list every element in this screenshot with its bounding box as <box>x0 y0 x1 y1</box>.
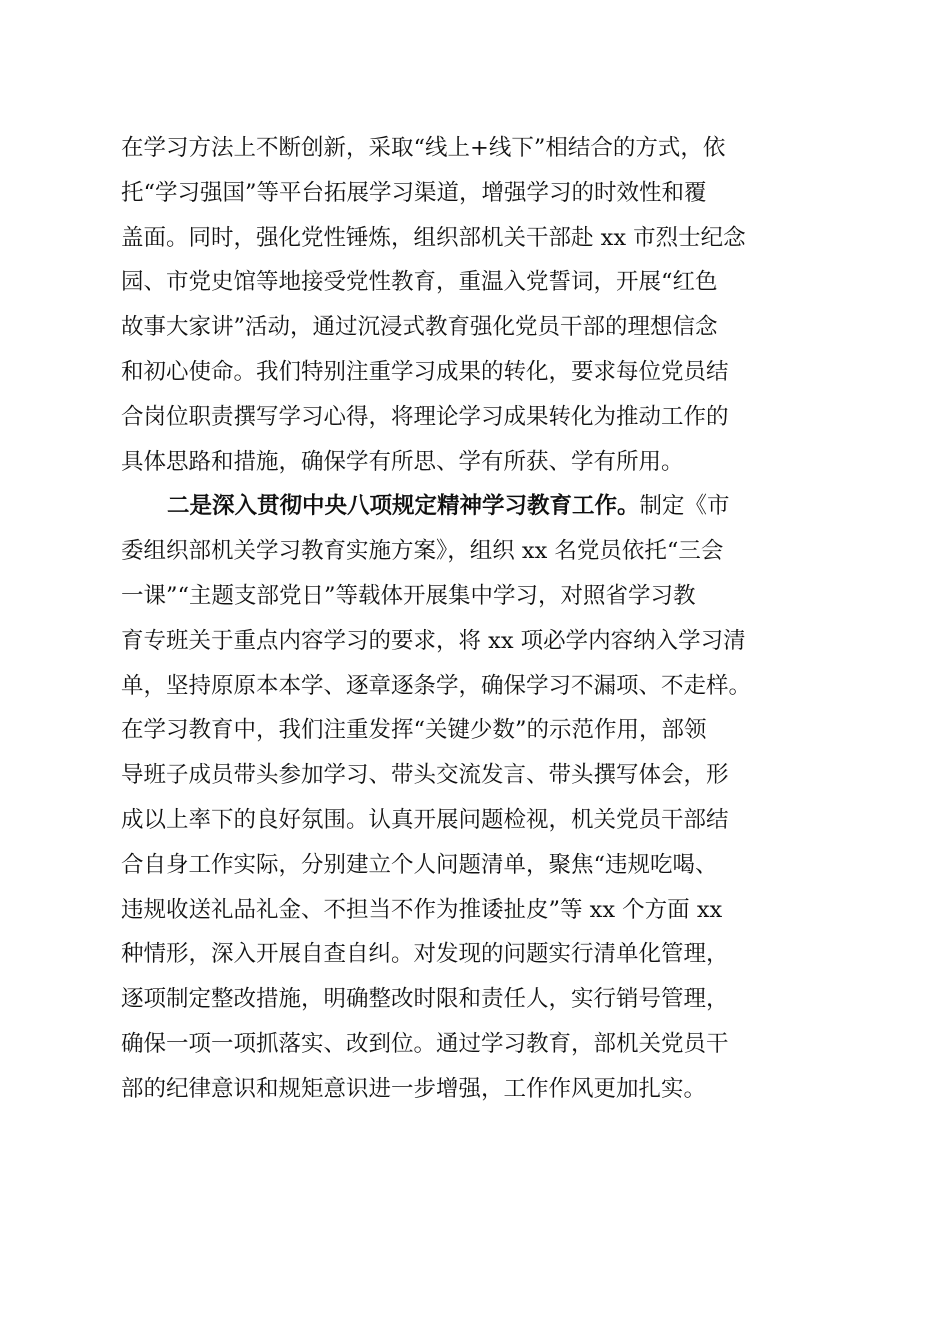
text-line: 合自身工作实际，分别建立个人问题清单，聚焦“违规吃喝、 <box>121 851 718 878</box>
text-line: 逐项制定整改措施，明确整改时限和责任人，实行销号管理， <box>121 986 729 1013</box>
text-line: 具体思路和措施，确保学有所思、学有所获、学有所用。 <box>121 448 684 475</box>
text-line: 确保一项一项抓落实、改到位。通过学习教育，部机关党员干 <box>121 1030 729 1057</box>
text-line: 在学习教育中，我们注重发挥“关键少数”的示范作用，部领 <box>121 717 707 744</box>
paragraph-2-first-line <box>121 484 841 529</box>
text-span: 制定《市 <box>639 493 730 520</box>
text-line: 种情形，深入开展自查自纠。对发现的问题实行清单化管理， <box>121 941 729 968</box>
text-line: 托“学习强国”等平台拓展学习渠道，增强学习的时效性和覆 <box>121 179 707 206</box>
document-body <box>121 126 841 1112</box>
text-line: 故事大家讲”活动，通过沉浸式教育强化党员干部的理想信念 <box>121 314 718 341</box>
text-line: 部的纪律意识和规矩意识进一步增强，工作作风更加扎实。 <box>121 1075 707 1102</box>
text-line: 合岗位职责撰写学习心得，将理论学习成果转化为推动工作的 <box>121 403 729 430</box>
paragraph-1 <box>121 126 841 484</box>
text-line: 单，坚持原原本本学、逐章逐条学，确保学习不漏项、不走样。 <box>121 672 752 699</box>
text-line: 一课”“主题支部党日”等载体开展集中学习，对照省学习教 <box>121 582 696 609</box>
text-line: 在学习方法上不断创新，采取“线上+线下”相结合的方式，依 <box>121 135 726 161</box>
text-line: 盖面。同时，强化党性锤炼，组织部机关干部赴 xx 市烈士纪念 <box>121 224 746 251</box>
text-line: 育专班关于重点内容学习的要求，将 xx 项必学内容纳入学习清 <box>121 627 746 654</box>
text-line: 违规收送礼品礼金、不担当不作为推诿扯皮”等 xx 个方面 xx <box>121 896 723 923</box>
section-heading: 二是深入贯彻中央八项规定精神学习教育工作。 <box>167 493 640 520</box>
text-line: 委组织部机关学习教育实施方案》，组织 xx 名党员依托“三会 <box>121 538 724 565</box>
paragraph-2 <box>121 484 841 1111</box>
text-line: 园、市党史馆等地接受党性教育，重温入党誓词，开展“红色 <box>121 269 718 296</box>
text-line: 导班子成员带头参加学习、带头交流发言、带头撰写体会，形 <box>121 762 729 789</box>
text-line: 成以上率下的良好氛围。认真开展问题检视，机关党员干部结 <box>121 806 729 833</box>
text-line: 和初心使命。我们特别注重学习成果的转化，要求每位党员结 <box>121 358 729 385</box>
